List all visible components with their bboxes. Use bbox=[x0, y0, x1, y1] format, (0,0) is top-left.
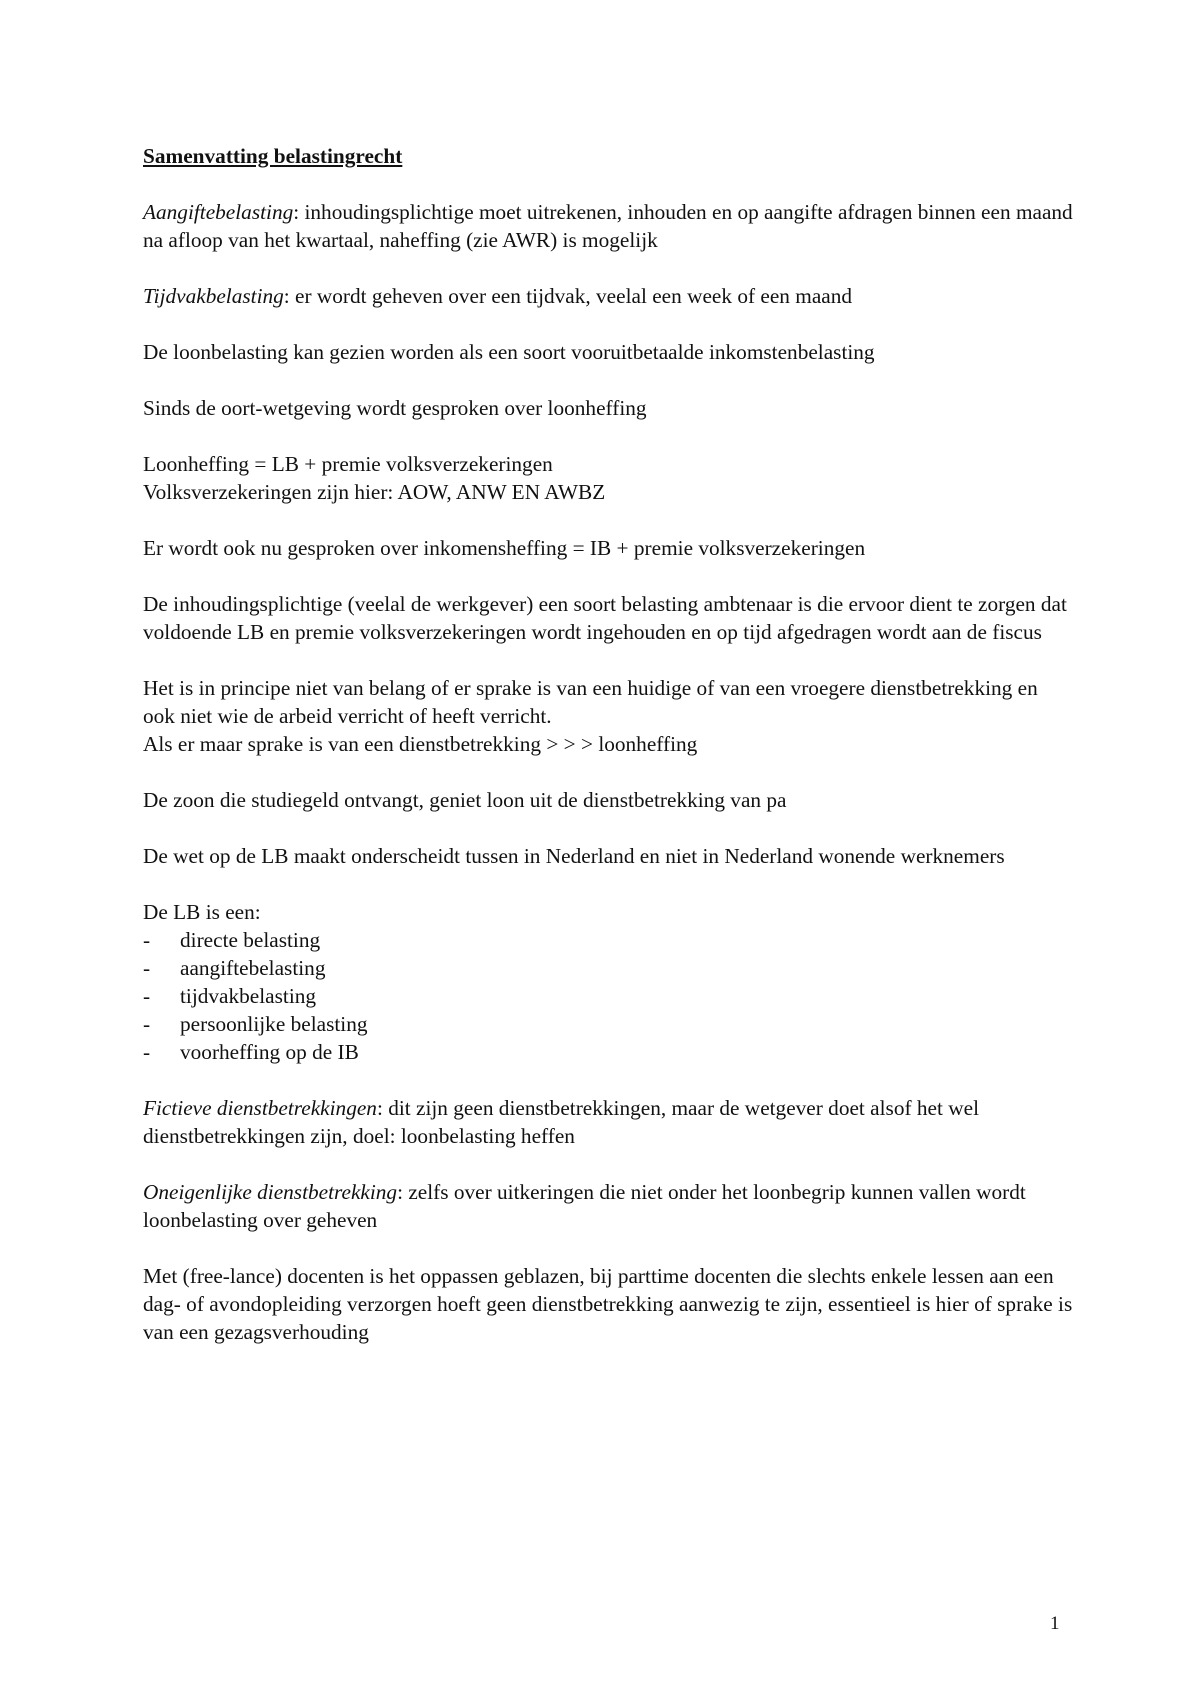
paragraph-tijdvakbelasting bbox=[143, 282, 1073, 310]
paragraph-inhoudingsplichtige: De inhoudingsplichtige (veelal de werkgever) een soort belasting ambtenaar is die ervoor dient te zorgen dat voldoende LB en premie volksverzekeringen wordt ingehouden en op tijd afgedragen wordt aan de fiscus bbox=[143, 592, 1067, 644]
definition-oneigenlijke-dienstbetrekking: : zelfs over uitkeringen die niet onder het loonbegrip kunnen vallen wordt loonbelasting over geheven bbox=[143, 1180, 1026, 1232]
bullet-dash: - bbox=[143, 956, 151, 980]
definition-aangiftebelasting: : inhoudingsplichtige moet uitrekenen, inhouden en op aangifte afdragen binnen een maand na afloop van het kwartaal, naheffing (zie AWR) is mogelijk bbox=[143, 200, 1073, 252]
definition-fictieve-dienstbetrekkingen: : dit zijn geen dienstbetrekkingen, maar de wetgever doet alsof het wel dienstbetrekkingen zijn, doel: loonbelasting heffen bbox=[143, 1096, 979, 1148]
page-number: 1 bbox=[1050, 1613, 1060, 1634]
line-principe: Het is in principe niet van belang of er sprake is van een huidige of van een vroegere dienstbetrekking en ook niet wie de arbeid verricht of heeft verricht. bbox=[143, 676, 1038, 728]
paragraph-fictieve-dienstbetrekkingen bbox=[143, 1094, 1073, 1150]
line-sprake-dienstbetrekking: Als er maar sprake is van een dienstbetrekking > > > loonheffing bbox=[143, 732, 698, 756]
paragraph-dienstbetrekking bbox=[143, 674, 1073, 758]
line-volksverzekeringen: Volksverzekeringen zijn hier: AOW, ANW EN AWBZ bbox=[143, 480, 606, 504]
bullet-dash: - bbox=[143, 1040, 151, 1064]
list-item bbox=[143, 954, 1073, 982]
paragraph-loonbelasting: De loonbelasting kan gezien worden als een soort vooruitbetaalde inkomstenbelasting bbox=[143, 340, 875, 364]
bullet-dash: - bbox=[143, 928, 151, 952]
paragraph-oort-wetgeving: Sinds de oort-wetgeving wordt gesproken over loonheffing bbox=[143, 396, 647, 420]
paragraph-aangiftebelasting bbox=[143, 198, 1073, 254]
list-item-text: tijdvakbelasting bbox=[180, 984, 317, 1008]
paragraph-oneigenlijke-dienstbetrekking bbox=[143, 1178, 1073, 1234]
document-title: Samenvatting belastingrecht bbox=[143, 144, 403, 168]
term-fictieve-dienstbetrekkingen: Fictieve dienstbetrekkingen bbox=[143, 1096, 377, 1120]
term-oneigenlijke-dienstbetrekking: Oneigenlijke dienstbetrekking bbox=[143, 1180, 398, 1204]
list-item-text: voorheffing op de IB bbox=[180, 1040, 359, 1064]
list-item-text: aangiftebelasting bbox=[180, 956, 326, 980]
list-item bbox=[143, 1038, 1073, 1066]
term-tijdvakbelasting: Tijdvakbelasting bbox=[143, 284, 284, 308]
list-item bbox=[143, 926, 1073, 954]
bullet-dash: - bbox=[143, 1012, 151, 1036]
paragraph-lb-is-een: De LB is een: bbox=[143, 900, 261, 924]
paragraph-loonheffing bbox=[143, 450, 1073, 506]
line-loonheffing-definition: Loonheffing = LB + premie volksverzekeringen bbox=[143, 452, 553, 476]
list-item-text: persoonlijke belasting bbox=[180, 1012, 368, 1036]
lb-characteristics-list bbox=[143, 926, 1073, 1066]
term-aangiftebelasting: Aangiftebelasting bbox=[143, 200, 294, 224]
definition-tijdvakbelasting: : er wordt geheven over een tijdvak, veelal een week of een maand bbox=[283, 284, 853, 308]
paragraph-studiegeld: De zoon die studiegeld ontvangt, geniet loon uit de dienstbetrekking van pa bbox=[143, 788, 787, 812]
list-item-text: directe belasting bbox=[180, 928, 321, 952]
paragraph-docenten: Met (free-lance) docenten is het oppassen geblazen, bij parttime docenten die slechts enkele lessen aan een dag- of avondopleiding verzorgen hoeft geen dienstbetrekking aanwezig te zijn, essentieel is hier of sprake is van een gezagsverhouding bbox=[143, 1264, 1073, 1344]
document-page bbox=[143, 142, 1073, 1374]
paragraph-wet-op-lb: De wet op de LB maakt onderscheidt tussen in Nederland en niet in Nederland wonende werknemers bbox=[143, 844, 1005, 868]
list-item bbox=[143, 1010, 1073, 1038]
paragraph-inkomensheffing: Er wordt ook nu gesproken over inkomensheffing = IB + premie volksverzekeringen bbox=[143, 536, 866, 560]
list-item bbox=[143, 982, 1073, 1010]
bullet-dash: - bbox=[143, 984, 151, 1008]
